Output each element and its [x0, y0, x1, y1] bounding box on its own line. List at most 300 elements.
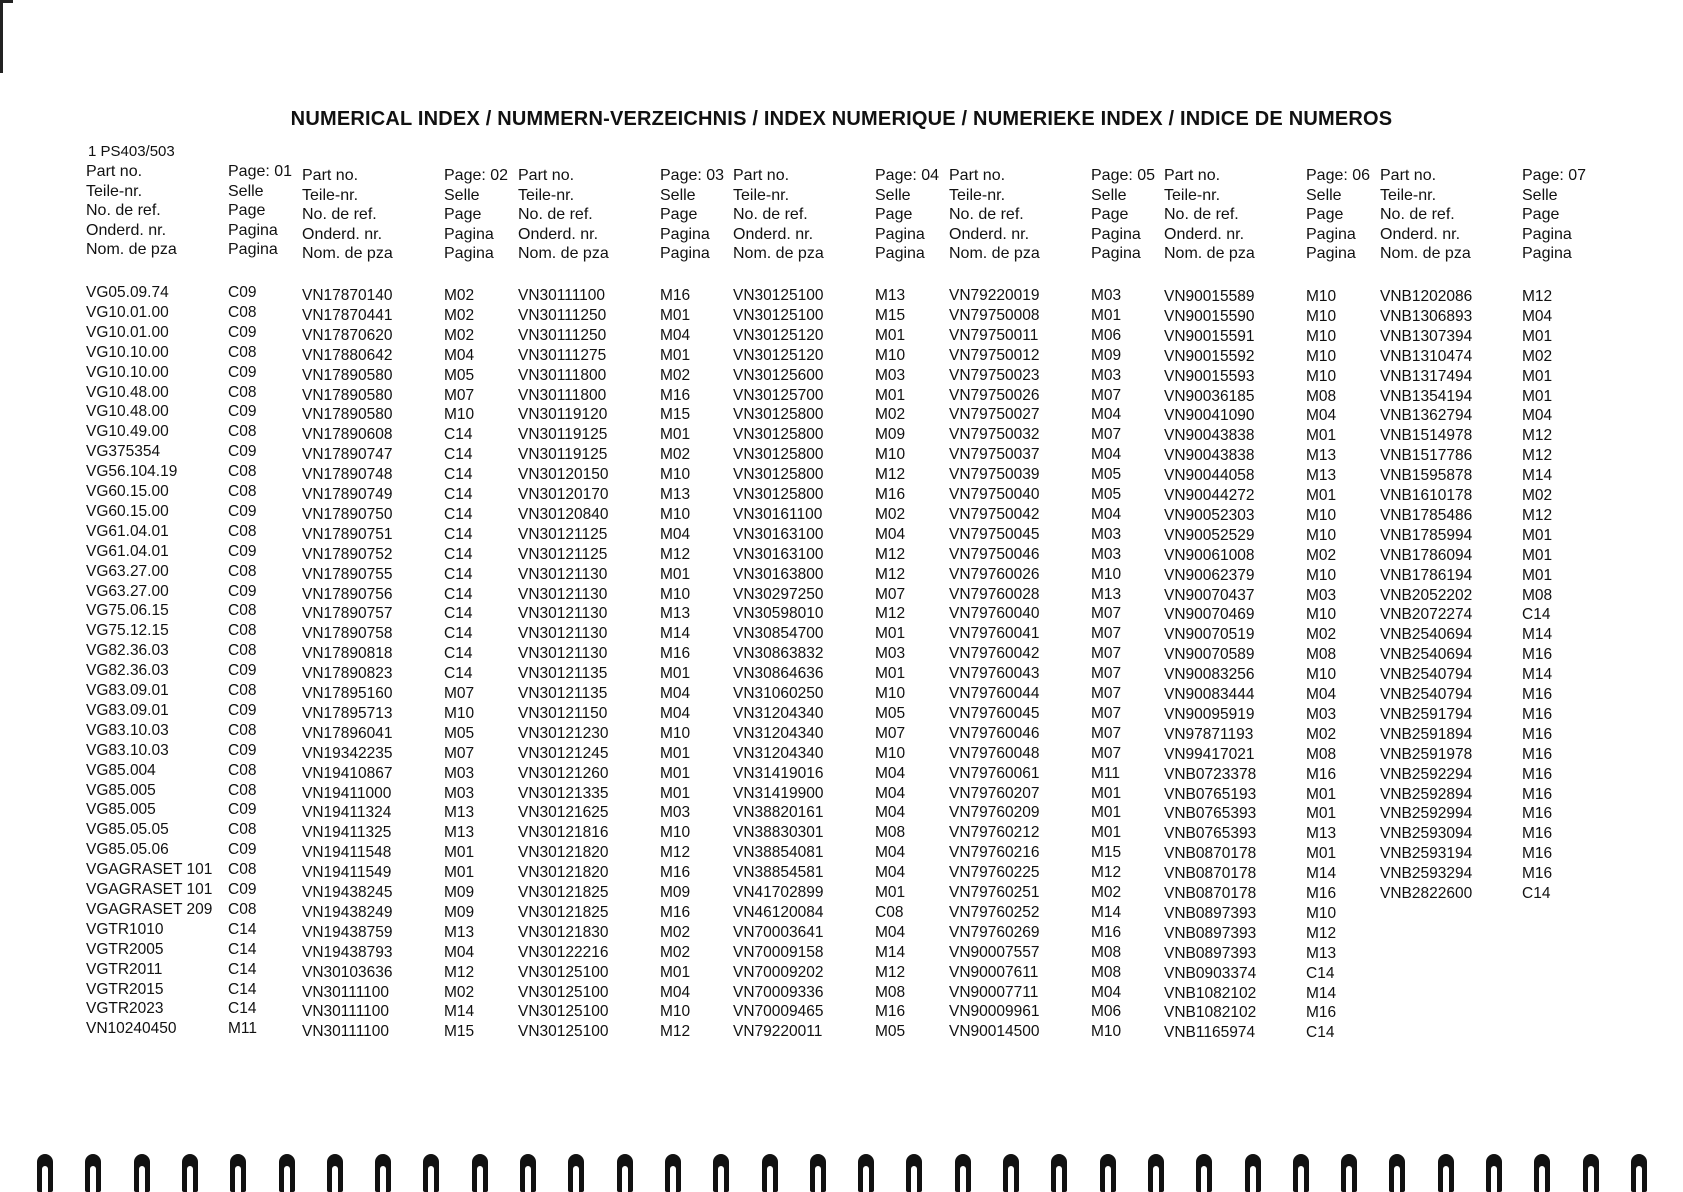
part-number: VN30125800 — [733, 466, 824, 484]
part-number: VN79220019 — [949, 287, 1040, 304]
page-reference: M15 — [660, 406, 691, 424]
part-number: VN31419900 — [733, 784, 824, 802]
page-reference: M10 — [875, 446, 906, 464]
part-number: VN79760269 — [949, 923, 1040, 941]
page-reference: M10 — [1306, 526, 1337, 544]
page-reference: M16 — [1522, 785, 1553, 803]
page-reference: M13 — [660, 486, 691, 503]
part-number: VN30125800 — [733, 446, 824, 464]
page-reference: C08 — [228, 303, 257, 321]
part-number: VN90014500 — [949, 1023, 1040, 1041]
header-part-label: Part no. — [733, 167, 790, 184]
page-reference: M08 — [1306, 387, 1337, 405]
page-reference: M02 — [444, 306, 475, 324]
page-reference: M01 — [1522, 526, 1553, 544]
part-number: VG75.06.15 — [86, 602, 169, 620]
part-number: VN41702899 — [733, 884, 824, 901]
part-number: VN19411548 — [302, 844, 392, 862]
page-reference: M01 — [1522, 546, 1553, 564]
page-reference: C09 — [228, 801, 257, 819]
part-number: VN79760040 — [949, 605, 1040, 623]
page-reference: M16 — [1522, 805, 1553, 823]
part-number: VN30120150 — [518, 466, 609, 484]
page-reference: M09 — [660, 884, 691, 901]
part-number: VN30125700 — [733, 386, 824, 404]
part-number: VN19438793 — [302, 943, 393, 961]
page-reference: M02 — [660, 943, 691, 961]
page-reference: M13 — [1306, 944, 1337, 962]
page-reference: M10 — [1306, 606, 1337, 624]
page-reference: C14 — [228, 920, 257, 938]
page-reference: M08 — [1306, 646, 1337, 664]
part-number: VGAGRASET 101 — [86, 881, 213, 898]
page-reference: M01 — [1522, 566, 1553, 584]
part-number: VN30111275 — [518, 346, 607, 364]
binding-ring — [810, 1154, 826, 1192]
part-number: VG60.15.00 — [86, 502, 169, 520]
page-reference: M01 — [1091, 784, 1122, 802]
page-reference: M11 — [1091, 764, 1121, 782]
page-reference: M07 — [1091, 704, 1122, 722]
header-part-label: Nom. de pza — [86, 241, 177, 258]
page-reference: M10 — [1306, 666, 1337, 684]
page-reference: M16 — [1522, 646, 1553, 664]
header-page-label: Pagina — [1091, 245, 1141, 262]
part-number: VN17890608 — [302, 426, 393, 444]
header-part-label: No. de ref. — [518, 206, 593, 223]
part-number: VNB2591794 — [1380, 705, 1473, 723]
page-reference: M10 — [660, 724, 691, 742]
header-part-label: Nom. de pza — [733, 245, 824, 262]
part-number: VN19410867 — [302, 764, 393, 782]
page-reference: M01 — [660, 426, 691, 444]
page-reference: M07 — [444, 386, 475, 404]
page-reference: M14 — [1306, 984, 1337, 1002]
page-reference: M10 — [660, 505, 691, 523]
part-number: VN17870441 — [302, 306, 393, 324]
page-reference: M01 — [660, 764, 691, 782]
page-reference: M13 — [1306, 467, 1337, 485]
part-number: VG85.005 — [86, 781, 156, 799]
header-part-label: Nom. de pza — [949, 245, 1040, 262]
part-number: VN17890748 — [302, 466, 393, 484]
header-part-label: Teile-nr. — [1380, 186, 1437, 204]
part-number: VG75.12.15 — [86, 622, 169, 640]
page-reference: M01 — [660, 744, 691, 762]
header-part-label: No. de ref. — [302, 206, 377, 223]
part-number: VN38854581 — [733, 864, 824, 882]
part-number: VNB2592994 — [1380, 805, 1473, 823]
part-number: VN90095919 — [1164, 705, 1255, 723]
part-number: VN30119125 — [518, 426, 608, 444]
part-number: VN70009465 — [733, 1003, 824, 1021]
part-number: VN79750027 — [949, 406, 1040, 424]
page-reference: C14 — [444, 585, 473, 603]
page-reference: M12 — [875, 605, 906, 623]
header-page-label: Pagina — [1306, 225, 1356, 243]
header-page-label: Page — [1522, 206, 1560, 223]
page-reference: M04 — [660, 704, 691, 722]
part-number: VG61.04.01 — [86, 522, 169, 540]
part-number: VN31204340 — [733, 744, 824, 762]
header-part-label: No. de ref. — [1164, 206, 1239, 223]
binding-ring — [1293, 1154, 1309, 1192]
page-reference: M13 — [444, 923, 475, 941]
part-number: VN30121150 — [518, 704, 608, 722]
header-page-label: Pagina — [660, 225, 710, 243]
page-reference: M04 — [660, 685, 691, 702]
page-reference: M08 — [875, 983, 906, 1001]
part-number: VN90070469 — [1164, 606, 1255, 624]
part-number: VN90015589 — [1164, 288, 1255, 305]
part-number: VN30121335 — [518, 784, 609, 802]
part-number: VG83.10.03 — [86, 721, 169, 739]
part-number: VNB2593294 — [1380, 865, 1473, 883]
page-reference: M05 — [875, 704, 906, 722]
page-reference: C14 — [444, 466, 473, 484]
page-reference: C09 — [228, 323, 257, 341]
part-number: VNB0903374 — [1164, 964, 1257, 982]
page-reference: M04 — [875, 784, 906, 802]
part-number: VNB0897393 — [1164, 924, 1257, 942]
page-reference: M12 — [660, 1023, 691, 1041]
page-reference: C08 — [228, 682, 257, 699]
part-number: VN30111100 — [302, 983, 390, 1001]
page-reference: M10 — [1306, 347, 1337, 365]
header-part-label: Onderd. nr. — [302, 225, 383, 243]
part-number: VN90052529 — [1164, 526, 1255, 544]
part-number: VN30121125 — [518, 525, 608, 543]
part-number: VN30119120 — [518, 406, 608, 424]
part-number: VN31060250 — [733, 685, 824, 702]
part-number: VN30121130 — [518, 585, 608, 603]
page-reference: M04 — [1306, 686, 1337, 703]
part-number: VN79760041 — [949, 625, 1040, 643]
page-reference: M05 — [875, 1023, 906, 1041]
part-number: VN79760026 — [949, 565, 1040, 583]
header-part-label: Part no. — [949, 167, 1006, 184]
part-number: VN17890580 — [302, 406, 393, 424]
page-reference: C08 — [228, 463, 257, 481]
page-reference: C14 — [444, 426, 473, 444]
part-number: VN38830301 — [733, 824, 824, 842]
binding-ring — [182, 1154, 198, 1192]
page-reference: M02 — [1306, 546, 1337, 564]
page-reference: M15 — [444, 1023, 475, 1041]
part-number: VN17890751 — [302, 525, 393, 543]
page-reference: C08 — [228, 900, 257, 918]
page-reference: M01 — [1522, 327, 1553, 345]
binding-ring — [520, 1154, 536, 1192]
header-part-label: Part no. — [1380, 167, 1437, 184]
page-reference: M16 — [1522, 705, 1553, 723]
part-number: VN90007711 — [949, 983, 1039, 1001]
page-reference: M12 — [1522, 447, 1553, 465]
header-part-label: Part no. — [1164, 167, 1221, 184]
header-part-label: Teile-nr. — [733, 186, 790, 204]
part-number: VN30121820 — [518, 844, 609, 862]
page-reference: M08 — [1522, 586, 1553, 604]
page-reference: M03 — [1091, 525, 1122, 543]
part-number: VG375354 — [86, 443, 161, 461]
part-number: VN70009202 — [733, 963, 824, 981]
header-part-label: Part no. — [86, 163, 143, 180]
part-number: VNB1514978 — [1380, 427, 1473, 445]
page-reference: M10 — [1306, 327, 1337, 345]
binding-ring — [1438, 1154, 1454, 1192]
page-reference: M04 — [875, 864, 906, 882]
page-reference: C14 — [444, 505, 473, 523]
page-reference: M07 — [1091, 605, 1122, 623]
page-reference: M10 — [1306, 307, 1337, 325]
page-reference: C09 — [228, 582, 257, 600]
part-number: VN17870620 — [302, 326, 393, 344]
page-reference: M09 — [444, 884, 475, 901]
part-number: VN17895713 — [302, 704, 393, 722]
page-reference: M07 — [1091, 744, 1122, 762]
page-reference: M01 — [660, 346, 691, 364]
part-number: VN30121130 — [518, 645, 608, 663]
part-number: VN79760046 — [949, 724, 1040, 742]
part-number: VNB2540694 — [1380, 626, 1473, 644]
page-reference: M10 — [1306, 506, 1337, 524]
part-number: VN17890750 — [302, 505, 393, 523]
page-reference: C09 — [228, 741, 257, 759]
part-number: VN79760251 — [949, 884, 1040, 901]
part-number: VN19411325 — [302, 824, 392, 842]
part-number: VN30121130 — [518, 565, 608, 583]
binding-ring — [375, 1154, 391, 1192]
page-reference: M01 — [660, 665, 691, 683]
part-number: VNB0897393 — [1164, 944, 1257, 962]
page-reference: M04 — [1091, 406, 1122, 424]
part-number: VGTR2015 — [86, 980, 164, 998]
binding-ring — [1341, 1154, 1357, 1192]
part-number: VN30121135 — [518, 665, 608, 683]
header-page-number: Page: 07 — [1522, 167, 1587, 184]
part-number: VN30125600 — [733, 366, 824, 384]
page-reference: M12 — [875, 565, 906, 583]
binding-ring — [617, 1154, 633, 1192]
part-number: VG05.09.74 — [86, 284, 169, 301]
binding-ring — [230, 1154, 246, 1192]
page-reference: M13 — [1306, 825, 1337, 843]
page-reference: M16 — [1522, 865, 1553, 883]
part-number: VN90015591 — [1164, 327, 1255, 345]
page-reference: M02 — [1091, 884, 1122, 901]
part-number: VN90007557 — [949, 943, 1040, 961]
part-number: VNB2540794 — [1380, 666, 1473, 684]
page-reference: M11 — [228, 1020, 258, 1038]
binding-ring — [1534, 1154, 1550, 1192]
header-page-label: Page — [660, 206, 698, 223]
binding-ring — [762, 1154, 778, 1192]
page-reference: M16 — [1522, 745, 1553, 763]
page-reference: M03 — [660, 804, 691, 822]
part-number: VN79760061 — [949, 764, 1040, 782]
page-reference: M01 — [660, 306, 691, 324]
header-page-number: Page: 02 — [444, 167, 509, 184]
part-number: VN38854081 — [733, 844, 824, 862]
header-part-label: Teile-nr. — [949, 186, 1006, 204]
part-number: VN17890755 — [302, 565, 393, 583]
page-reference: M12 — [1522, 288, 1553, 305]
part-number: VN79750008 — [949, 306, 1040, 324]
part-number: VN30161100 — [733, 505, 823, 523]
page-reference: M04 — [660, 525, 691, 543]
part-number: VN90083256 — [1164, 666, 1255, 684]
part-number: VNB0765393 — [1164, 825, 1257, 843]
page-reference: M12 — [660, 545, 691, 563]
part-number: VN30111250 — [518, 326, 607, 344]
part-number: VN79750040 — [949, 486, 1040, 503]
page-reference: M03 — [1091, 366, 1122, 384]
page-reference: M10 — [1091, 565, 1122, 583]
part-number: VN17890758 — [302, 625, 393, 643]
page-reference: M10 — [444, 704, 475, 722]
page-reference: M10 — [875, 685, 906, 702]
binding-ring — [1051, 1154, 1067, 1192]
page-reference: M08 — [1091, 963, 1122, 981]
part-number: VNB0897393 — [1164, 904, 1257, 922]
part-number: VNB2592894 — [1380, 785, 1473, 803]
header-part-label: Part no. — [302, 167, 359, 184]
part-number: VG10.10.00 — [86, 343, 169, 361]
header-part-label: Onderd. nr. — [949, 225, 1030, 243]
page-reference: M08 — [875, 824, 906, 842]
page-reference: M01 — [875, 326, 906, 344]
page-reference: M04 — [1091, 983, 1122, 1001]
page-reference: C14 — [444, 645, 473, 663]
page-reference: C14 — [444, 545, 473, 563]
binding-ring — [858, 1154, 874, 1192]
part-number: VG85.004 — [86, 761, 156, 779]
page-reference: M13 — [660, 605, 691, 623]
page-reference: M02 — [444, 326, 475, 344]
header-part-label: Onderd. nr. — [1380, 225, 1461, 243]
page-reference: M07 — [1091, 426, 1122, 444]
part-number: VN17890749 — [302, 486, 393, 503]
page-reference: M12 — [1522, 427, 1553, 445]
part-number: VNB1610178 — [1380, 487, 1473, 504]
binding-ring — [906, 1154, 922, 1192]
part-number: VN30121125 — [518, 545, 608, 563]
part-number: VN30125100 — [733, 306, 824, 324]
page-reference: M02 — [875, 406, 906, 424]
header-page-label: Pagina — [875, 245, 925, 262]
part-number: VN79750039 — [949, 466, 1040, 484]
part-number: VNB1307394 — [1380, 327, 1473, 345]
page-reference: M07 — [444, 744, 475, 762]
part-number: VNB2540794 — [1380, 686, 1473, 703]
page-reference: M04 — [1091, 446, 1122, 464]
part-number: VNB1595878 — [1380, 467, 1473, 485]
part-number: VN30111100 — [302, 1023, 390, 1041]
page-reference: M02 — [1306, 725, 1337, 743]
page-reference: M01 — [1091, 306, 1122, 324]
binding-ring — [1389, 1154, 1405, 1192]
page-reference: C14 — [444, 565, 473, 583]
header-part-label: Nom. de pza — [518, 245, 609, 262]
page-reference: M01 — [1522, 387, 1553, 405]
page-reference: M14 — [1522, 467, 1553, 485]
part-number: VN79750045 — [949, 525, 1040, 543]
header-part-label: Onderd. nr. — [733, 225, 814, 243]
page-reference: M07 — [1091, 625, 1122, 643]
page-reference: M16 — [875, 1003, 906, 1021]
part-number: VG85.05.06 — [86, 841, 169, 859]
part-number: VN79760252 — [949, 903, 1040, 921]
part-number: VN79750042 — [949, 505, 1040, 523]
part-number: VNB1202086 — [1380, 288, 1473, 305]
page-reference: M10 — [1306, 288, 1337, 305]
binding-ring — [1245, 1154, 1261, 1192]
page-reference: M09 — [444, 903, 475, 921]
page-reference: M03 — [1091, 287, 1122, 304]
part-number: VNB2052202 — [1380, 586, 1473, 604]
part-number: VNB2540694 — [1380, 646, 1473, 664]
part-number: VNB1082102 — [1164, 1004, 1257, 1022]
page-reference: M13 — [444, 824, 475, 842]
binding-ring — [279, 1154, 295, 1192]
part-number: VNB0870178 — [1164, 845, 1257, 863]
page-reference: M07 — [875, 585, 906, 603]
part-number: VG83.09.01 — [86, 701, 169, 719]
page-reference: M10 — [444, 406, 475, 424]
spiral-binding — [0, 1146, 1683, 1189]
part-number: VNB0870178 — [1164, 865, 1257, 883]
page-reference: C14 — [444, 665, 473, 683]
page-reference: M12 — [444, 963, 475, 981]
page-reference: M04 — [444, 346, 475, 364]
part-number: VN90043838 — [1164, 427, 1255, 445]
page-reference: M03 — [444, 764, 475, 782]
part-number: VN30121135 — [518, 685, 608, 702]
page-reference: M02 — [660, 446, 691, 464]
part-number: VN79760043 — [949, 665, 1040, 683]
page-reference: C09 — [228, 502, 257, 520]
part-number: VN79760028 — [949, 585, 1040, 603]
part-number: VN30119125 — [518, 446, 608, 464]
page-reference: M16 — [660, 864, 691, 882]
page-reference: M14 — [1522, 666, 1553, 684]
page-reference: M06 — [1091, 326, 1122, 344]
page-reference: C14 — [444, 625, 473, 643]
part-number: VN30125100 — [518, 1023, 609, 1041]
page-reference: C08 — [228, 821, 257, 839]
part-number: VG56.104.19 — [86, 463, 178, 481]
page-reference: M02 — [660, 366, 691, 384]
part-number: VG60.15.00 — [86, 483, 169, 500]
part-number: VNB1354194 — [1380, 387, 1473, 405]
part-number: VG10.01.00 — [86, 323, 169, 341]
header-page-label: Page — [444, 206, 482, 223]
binding-ring — [1583, 1154, 1599, 1192]
header-page-label: Pagina — [1522, 245, 1572, 262]
part-number: VG10.49.00 — [86, 423, 169, 441]
part-number: VN79220011 — [733, 1023, 823, 1041]
page-reference: M03 — [1306, 705, 1337, 723]
header-page-number: Page: 01 — [228, 163, 293, 180]
page-reference: M03 — [875, 366, 906, 384]
header-part-label: Onderd. nr. — [86, 221, 167, 239]
part-number: VN30122216 — [518, 943, 609, 961]
header-part-label: Teile-nr. — [518, 186, 575, 204]
page-reference: M01 — [1522, 367, 1553, 385]
part-number: VN90007611 — [949, 963, 1039, 981]
header-part-label: Teile-nr. — [1164, 186, 1221, 204]
page-reference: M04 — [1522, 407, 1553, 425]
